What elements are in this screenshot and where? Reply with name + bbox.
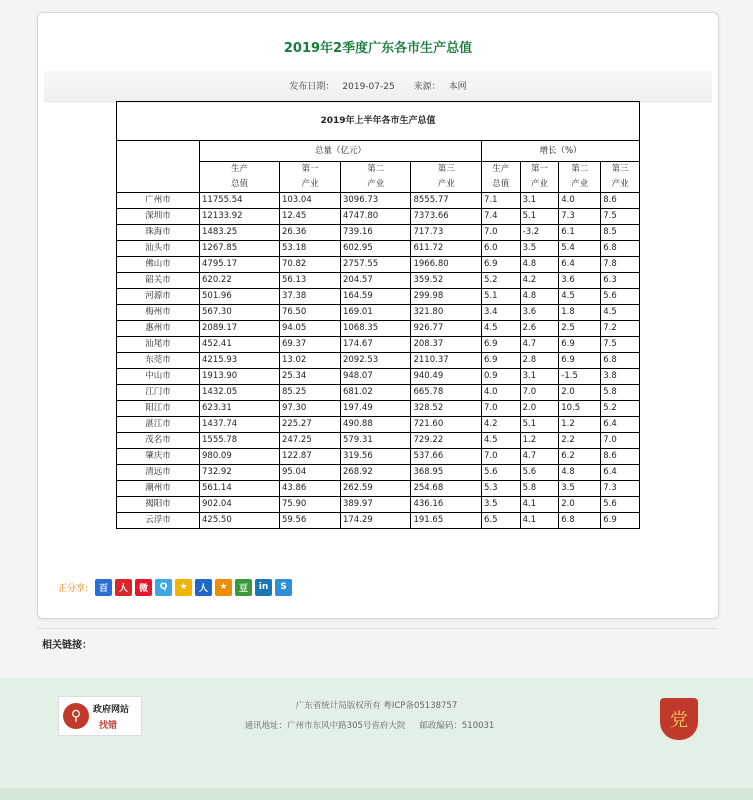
value-cell: 3.5 bbox=[481, 497, 520, 513]
publish-meta bbox=[44, 71, 712, 103]
city-cell: 潮州市 bbox=[117, 481, 200, 497]
value-cell: 2089.17 bbox=[200, 321, 280, 337]
value-cell: 5.4 bbox=[559, 241, 601, 257]
group-total: 总量（亿元） bbox=[200, 141, 482, 162]
value-cell: 948.07 bbox=[340, 369, 411, 385]
value-cell: 328.52 bbox=[411, 401, 482, 417]
value-cell: 6.5 bbox=[481, 513, 520, 529]
value-cell: 1913.90 bbox=[200, 369, 280, 385]
value-cell: 3.5 bbox=[559, 481, 601, 497]
city-cell: 惠州市 bbox=[117, 321, 200, 337]
share-label: 正分享: bbox=[58, 583, 89, 594]
publish-label: 发布日期： bbox=[289, 82, 335, 92]
value-cell: 174.29 bbox=[340, 513, 411, 529]
table-row bbox=[117, 449, 640, 465]
value-cell: 3.6 bbox=[559, 273, 601, 289]
value-cell: 739.16 bbox=[340, 225, 411, 241]
value-cell: 8555.77 bbox=[411, 193, 482, 209]
value-cell: 926.77 bbox=[411, 321, 482, 337]
address: 通讯地址：广州市东风中路305号省府大院 bbox=[244, 721, 406, 731]
value-cell: 7.0 bbox=[601, 433, 640, 449]
divider bbox=[37, 628, 717, 629]
sub-header: 第二 产业 bbox=[559, 162, 601, 193]
value-cell: 59.56 bbox=[279, 513, 340, 529]
value-cell: 319.56 bbox=[340, 449, 411, 465]
sub-header: 第二 产业 bbox=[340, 162, 411, 193]
value-cell: 359.52 bbox=[411, 273, 482, 289]
table-row bbox=[117, 241, 640, 257]
value-cell: 1.2 bbox=[520, 433, 559, 449]
value-cell: 2.0 bbox=[559, 497, 601, 513]
value-cell: 732.92 bbox=[200, 465, 280, 481]
value-cell: 85.25 bbox=[279, 385, 340, 401]
value-cell: 1437.74 bbox=[200, 417, 280, 433]
value-cell: 5.2 bbox=[601, 401, 640, 417]
address-line bbox=[0, 716, 753, 736]
page-title: 2019年2季度广东各市生产总值 bbox=[283, 41, 473, 56]
table-row bbox=[117, 433, 640, 449]
value-cell: 902.04 bbox=[200, 497, 280, 513]
sub-header: 第三 产业 bbox=[411, 162, 482, 193]
value-cell: 7.4 bbox=[481, 209, 520, 225]
table-row bbox=[117, 401, 640, 417]
corner-cell bbox=[117, 141, 200, 193]
value-cell: 6.9 bbox=[481, 337, 520, 353]
city-cell: 佛山市 bbox=[117, 257, 200, 273]
value-cell: 5.6 bbox=[601, 289, 640, 305]
renren2-icon[interactable]: 人 bbox=[195, 579, 212, 596]
value-cell: 4.8 bbox=[520, 289, 559, 305]
value-cell: 6.8 bbox=[559, 513, 601, 529]
value-cell: 4.0 bbox=[559, 193, 601, 209]
value-cell: 8.6 bbox=[601, 449, 640, 465]
value-cell: 1432.05 bbox=[200, 385, 280, 401]
value-cell: 7.0 bbox=[481, 401, 520, 417]
value-cell: 721.60 bbox=[411, 417, 482, 433]
value-cell: 368.95 bbox=[411, 465, 482, 481]
value-cell: 4.1 bbox=[520, 513, 559, 529]
city-cell: 河源市 bbox=[117, 289, 200, 305]
city-cell: 汕头市 bbox=[117, 241, 200, 257]
star-icon[interactable]: ★ bbox=[215, 579, 232, 596]
value-cell: 561.14 bbox=[200, 481, 280, 497]
value-cell: 103.04 bbox=[279, 193, 340, 209]
value-cell: 164.59 bbox=[340, 289, 411, 305]
value-cell: 4.8 bbox=[520, 257, 559, 273]
table-row bbox=[117, 465, 640, 481]
city-cell: 揭阳市 bbox=[117, 497, 200, 513]
table-row bbox=[117, 209, 640, 225]
value-cell: 6.9 bbox=[559, 337, 601, 353]
table-row bbox=[117, 497, 640, 513]
city-cell: 湛江市 bbox=[117, 417, 200, 433]
value-cell: 26.36 bbox=[279, 225, 340, 241]
value-cell: 6.9 bbox=[481, 257, 520, 273]
value-cell: 425.50 bbox=[200, 513, 280, 529]
value-cell: 4795.17 bbox=[200, 257, 280, 273]
value-cell: 5.1 bbox=[520, 209, 559, 225]
value-cell: 5.6 bbox=[520, 465, 559, 481]
footer bbox=[0, 678, 753, 800]
value-cell: 2.0 bbox=[559, 385, 601, 401]
value-cell: 70.82 bbox=[279, 257, 340, 273]
value-cell: 1.2 bbox=[559, 417, 601, 433]
publish-date bbox=[285, 82, 398, 92]
value-cell: 6.4 bbox=[601, 465, 640, 481]
value-cell: 7.1 bbox=[481, 193, 520, 209]
sub-header: 第三 产业 bbox=[601, 162, 640, 193]
value-cell: 2092.53 bbox=[340, 353, 411, 369]
value-cell: 4.7 bbox=[520, 449, 559, 465]
table-row bbox=[117, 289, 640, 305]
gdp-table bbox=[116, 101, 640, 529]
value-cell: 8.6 bbox=[601, 193, 640, 209]
weibo-icon[interactable]: 微 bbox=[135, 579, 152, 596]
value-cell: 75.90 bbox=[279, 497, 340, 513]
group-growth: 增长（%） bbox=[481, 141, 639, 162]
value-cell: 2110.37 bbox=[411, 353, 482, 369]
value-cell: 611.72 bbox=[411, 241, 482, 257]
value-cell: 247.25 bbox=[279, 433, 340, 449]
table-row bbox=[117, 481, 640, 497]
city-cell: 云浮市 bbox=[117, 513, 200, 529]
table-row bbox=[117, 385, 640, 401]
value-cell: 6.0 bbox=[481, 241, 520, 257]
value-cell: 95.04 bbox=[279, 465, 340, 481]
value-cell: 225.27 bbox=[279, 417, 340, 433]
value-cell: 12.45 bbox=[279, 209, 340, 225]
value-cell: 5.1 bbox=[520, 417, 559, 433]
value-cell: 452.41 bbox=[200, 337, 280, 353]
share-bar bbox=[58, 578, 292, 596]
value-cell: 174.67 bbox=[340, 337, 411, 353]
table-row bbox=[117, 273, 640, 289]
value-cell: 3.5 bbox=[520, 241, 559, 257]
value-cell: 4.1 bbox=[520, 497, 559, 513]
value-cell: -3.2 bbox=[520, 225, 559, 241]
postcode: 邮政编码：510031 bbox=[419, 721, 495, 731]
table-row bbox=[117, 513, 640, 529]
value-cell: 5.3 bbox=[481, 481, 520, 497]
city-cell: 深圳市 bbox=[117, 209, 200, 225]
value-cell: 7.3 bbox=[601, 481, 640, 497]
value-cell: 3.4 bbox=[481, 305, 520, 321]
value-cell: 197.49 bbox=[340, 401, 411, 417]
value-cell: 4.2 bbox=[520, 273, 559, 289]
table-row bbox=[117, 417, 640, 433]
qq-icon[interactable]: Q bbox=[155, 579, 172, 596]
content-card bbox=[37, 12, 719, 619]
value-cell: 1.8 bbox=[559, 305, 601, 321]
value-cell: 43.86 bbox=[279, 481, 340, 497]
baidu-icon[interactable]: 百 bbox=[95, 579, 112, 596]
city-cell: 江门市 bbox=[117, 385, 200, 401]
table-caption: 2019年上半年各市生产总值 bbox=[117, 102, 640, 141]
value-cell: 537.66 bbox=[411, 449, 482, 465]
city-cell: 茂名市 bbox=[117, 433, 200, 449]
value-cell: 1966.80 bbox=[411, 257, 482, 273]
value-cell: 567.30 bbox=[200, 305, 280, 321]
table-row bbox=[117, 225, 640, 241]
city-cell: 清远市 bbox=[117, 465, 200, 481]
value-cell: 53.18 bbox=[279, 241, 340, 257]
douban-icon[interactable]: 豆 bbox=[235, 579, 252, 596]
value-cell: 3.6 bbox=[520, 305, 559, 321]
value-cell: 4.2 bbox=[481, 417, 520, 433]
value-cell: 2757.55 bbox=[340, 257, 411, 273]
linkedin-icon[interactable]: in bbox=[255, 579, 272, 596]
value-cell: 2.2 bbox=[559, 433, 601, 449]
city-cell: 东莞市 bbox=[117, 353, 200, 369]
value-cell: 2.8 bbox=[520, 353, 559, 369]
footer-bar bbox=[0, 788, 753, 800]
value-cell: 5.1 bbox=[481, 289, 520, 305]
source-value: 本网 bbox=[448, 82, 467, 92]
value-cell: 191.65 bbox=[411, 513, 482, 529]
value-cell: 717.73 bbox=[411, 225, 482, 241]
value-cell: 7.0 bbox=[481, 449, 520, 465]
value-cell: 7.5 bbox=[601, 337, 640, 353]
city-cell: 中山市 bbox=[117, 369, 200, 385]
value-cell: 3.1 bbox=[520, 193, 559, 209]
table-row bbox=[117, 321, 640, 337]
value-cell: 6.9 bbox=[481, 353, 520, 369]
value-cell: 10.5 bbox=[559, 401, 601, 417]
value-cell: 122.87 bbox=[279, 449, 340, 465]
value-cell: 4.8 bbox=[559, 465, 601, 481]
value-cell: 13.02 bbox=[279, 353, 340, 369]
value-cell: -1.5 bbox=[559, 369, 601, 385]
sub-header: 生产 总值 bbox=[200, 162, 280, 193]
city-cell: 珠海市 bbox=[117, 225, 200, 241]
value-cell: 501.96 bbox=[200, 289, 280, 305]
value-cell: 6.2 bbox=[559, 449, 601, 465]
value-cell: 7373.66 bbox=[411, 209, 482, 225]
value-cell: 1483.25 bbox=[200, 225, 280, 241]
value-cell: 1267.85 bbox=[200, 241, 280, 257]
table-row bbox=[117, 337, 640, 353]
value-cell: 4.5 bbox=[559, 289, 601, 305]
value-cell: 3.1 bbox=[520, 369, 559, 385]
value-cell: 97.30 bbox=[279, 401, 340, 417]
value-cell: 389.97 bbox=[340, 497, 411, 513]
source-label: 来源： bbox=[413, 82, 441, 92]
value-cell: 208.37 bbox=[411, 337, 482, 353]
value-cell: 2.5 bbox=[559, 321, 601, 337]
publish-date-value: 2019-07-25 bbox=[342, 82, 395, 92]
value-cell: 3.8 bbox=[601, 369, 640, 385]
value-cell: 12133.92 bbox=[200, 209, 280, 225]
copyright: 广东省统计局版权所有 粤ICP备05138757 bbox=[295, 701, 458, 711]
value-cell: 5.6 bbox=[481, 465, 520, 481]
sub-header: 第一 产业 bbox=[520, 162, 559, 193]
value-cell: 268.92 bbox=[340, 465, 411, 481]
value-cell: 436.16 bbox=[411, 497, 482, 513]
value-cell: 665.78 bbox=[411, 385, 482, 401]
value-cell: 1555.78 bbox=[200, 433, 280, 449]
value-cell: 620.22 bbox=[200, 273, 280, 289]
magnifier-icon: ⚲ bbox=[63, 703, 89, 729]
value-cell: 4.0 bbox=[481, 385, 520, 401]
city-cell: 韶关市 bbox=[117, 273, 200, 289]
value-cell: 3096.73 bbox=[340, 193, 411, 209]
table-row bbox=[117, 305, 640, 321]
value-cell: 204.57 bbox=[340, 273, 411, 289]
value-cell: 7.5 bbox=[601, 209, 640, 225]
value-cell: 7.0 bbox=[481, 225, 520, 241]
gov-badge-line1: 政府网站 bbox=[93, 705, 130, 715]
value-cell: 8.5 bbox=[601, 225, 640, 241]
value-cell: 623.31 bbox=[200, 401, 280, 417]
value-cell: 4.5 bbox=[481, 321, 520, 337]
value-cell: 6.9 bbox=[601, 513, 640, 529]
table-row bbox=[117, 369, 640, 385]
value-cell: 5.8 bbox=[520, 481, 559, 497]
renren-icon[interactable]: 人 bbox=[115, 579, 132, 596]
value-cell: 602.95 bbox=[340, 241, 411, 257]
sub-header: 生产 总值 bbox=[481, 162, 520, 193]
value-cell: 7.0 bbox=[520, 385, 559, 401]
value-cell: 6.8 bbox=[601, 353, 640, 369]
value-cell: 729.22 bbox=[411, 433, 482, 449]
city-cell: 广州市 bbox=[117, 193, 200, 209]
value-cell: 299.98 bbox=[411, 289, 482, 305]
value-cell: 11755.54 bbox=[200, 193, 280, 209]
gov-badge-line2: 找错 bbox=[99, 721, 118, 731]
value-cell: 94.05 bbox=[279, 321, 340, 337]
city-cell: 汕尾市 bbox=[117, 337, 200, 353]
value-cell: 2.0 bbox=[520, 401, 559, 417]
table-row bbox=[117, 193, 640, 209]
table-row bbox=[117, 353, 640, 369]
party-emblem-icon[interactable]: 党 bbox=[660, 698, 698, 740]
value-cell: 25.34 bbox=[279, 369, 340, 385]
value-cell: 940.49 bbox=[411, 369, 482, 385]
value-cell: 6.8 bbox=[601, 241, 640, 257]
value-cell: 681.02 bbox=[340, 385, 411, 401]
value-cell: 6.3 bbox=[601, 273, 640, 289]
value-cell: 579.31 bbox=[340, 433, 411, 449]
sub-header: 第一 产业 bbox=[279, 162, 340, 193]
city-cell: 肇庆市 bbox=[117, 449, 200, 465]
value-cell: 5.2 bbox=[481, 273, 520, 289]
value-cell: 6.9 bbox=[559, 353, 601, 369]
value-cell: 4.5 bbox=[481, 433, 520, 449]
city-cell: 梅州市 bbox=[117, 305, 200, 321]
value-cell: 4215.93 bbox=[200, 353, 280, 369]
value-cell: 56.13 bbox=[279, 273, 340, 289]
qzone-icon[interactable]: ★ bbox=[175, 579, 192, 596]
value-cell: 4.7 bbox=[520, 337, 559, 353]
value-cell: 5.8 bbox=[601, 385, 640, 401]
source bbox=[410, 82, 471, 92]
value-cell: 2.6 bbox=[520, 321, 559, 337]
related-links: 相关链接： bbox=[42, 640, 92, 651]
value-cell: 7.3 bbox=[559, 209, 601, 225]
value-cell: 0.9 bbox=[481, 369, 520, 385]
value-cell: 69.37 bbox=[279, 337, 340, 353]
value-cell: 490.88 bbox=[340, 417, 411, 433]
value-cell: 254.68 bbox=[411, 481, 482, 497]
value-cell: 262.59 bbox=[340, 481, 411, 497]
value-cell: 7.8 bbox=[601, 257, 640, 273]
value-cell: 6.1 bbox=[559, 225, 601, 241]
value-cell: 321.80 bbox=[411, 305, 482, 321]
value-cell: 7.2 bbox=[601, 321, 640, 337]
value-cell: 1068.35 bbox=[340, 321, 411, 337]
value-cell: 6.4 bbox=[559, 257, 601, 273]
value-cell: 4747.80 bbox=[340, 209, 411, 225]
value-cell: 6.4 bbox=[601, 417, 640, 433]
value-cell: 980.09 bbox=[200, 449, 280, 465]
footer-text bbox=[0, 696, 753, 736]
sohu-icon[interactable]: S bbox=[275, 579, 292, 596]
table-row bbox=[117, 257, 640, 273]
value-cell: 37.38 bbox=[279, 289, 340, 305]
value-cell: 76.50 bbox=[279, 305, 340, 321]
value-cell: 5.6 bbox=[601, 497, 640, 513]
value-cell: 4.5 bbox=[601, 305, 640, 321]
value-cell: 169.01 bbox=[340, 305, 411, 321]
city-cell: 阳江市 bbox=[117, 401, 200, 417]
